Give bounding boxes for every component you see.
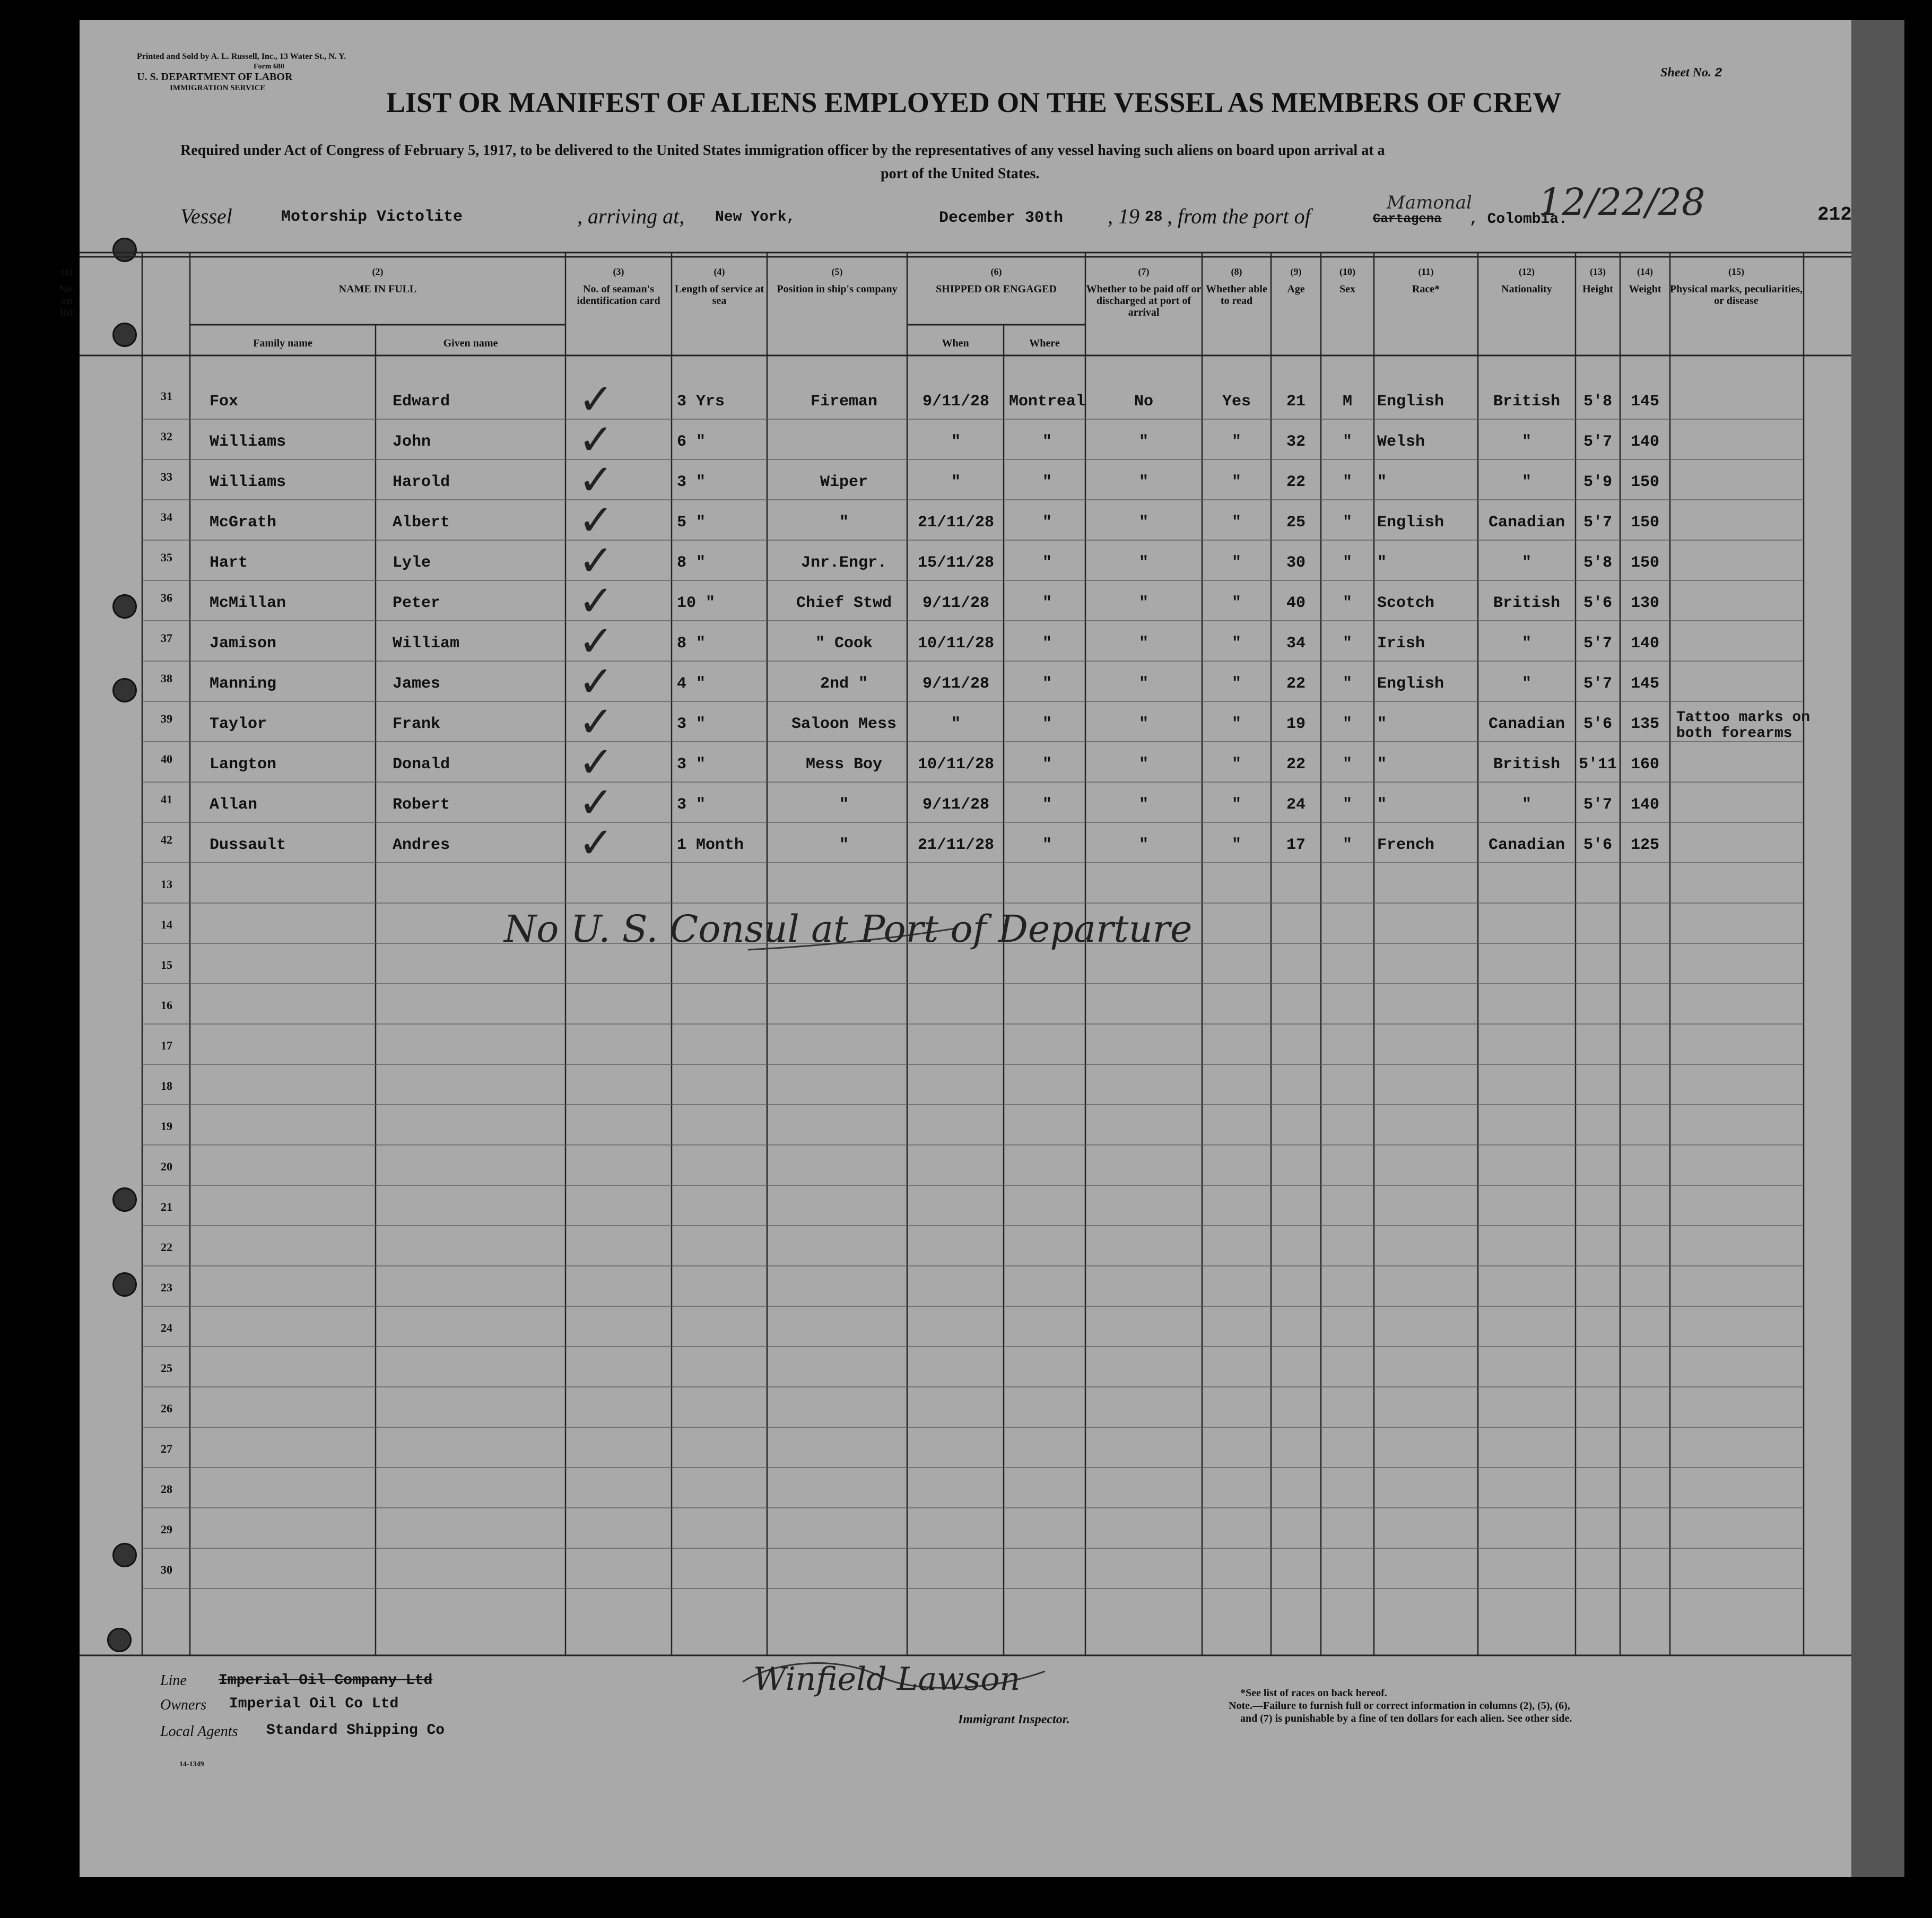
- cell-height: 5'7: [1583, 675, 1612, 693]
- cell-service: 4 ": [677, 675, 706, 693]
- cell-no: 38: [161, 672, 172, 685]
- cell-when: ": [951, 473, 961, 491]
- cell-height: 5'6: [1583, 836, 1612, 854]
- cell-family: McGrath: [210, 514, 277, 532]
- check-mark-icon: ✓: [578, 657, 614, 706]
- cell-service: 8 ": [677, 554, 706, 572]
- cell-given: John: [393, 433, 431, 451]
- cell-age: 25: [1286, 514, 1306, 532]
- cell-service: 3 ": [677, 796, 706, 814]
- cell-position: Saloon Mess: [791, 715, 897, 733]
- empty-row-number: 24: [161, 1321, 172, 1334]
- cell-paid: ": [1138, 836, 1148, 854]
- agents-value: Standard Shipping Co: [266, 1722, 445, 1739]
- empty-row-number: 29: [161, 1523, 172, 1536]
- owners-label: Owners: [160, 1697, 207, 1713]
- cell-weight: 130: [1630, 594, 1659, 612]
- column-header-c11: Race*: [1412, 283, 1440, 295]
- column-number-c1: (1): [61, 266, 73, 277]
- column-header-c10: Sex: [1339, 283, 1355, 295]
- cell-where: ": [1042, 796, 1052, 814]
- cell-height: 5'8: [1583, 393, 1612, 411]
- cell-where: ": [1042, 554, 1052, 572]
- cell-weight: 125: [1630, 836, 1659, 854]
- column-number-c3: (3): [613, 266, 624, 277]
- empty-row-number: 17: [161, 1039, 172, 1052]
- cell-read: ": [1231, 514, 1241, 532]
- cell-service: 8 ": [677, 635, 706, 653]
- cell-service: 1 Month: [677, 836, 744, 854]
- cell-where: ": [1042, 594, 1052, 612]
- empty-row-number: 20: [161, 1160, 172, 1173]
- cell-where: ": [1042, 756, 1052, 774]
- cell-read: ": [1231, 836, 1241, 854]
- column-header-c3: No. of seaman's identification card: [577, 283, 660, 307]
- column-number-c7: (7): [1138, 266, 1150, 277]
- cell-read: ": [1231, 433, 1241, 451]
- cell-position: Wiper: [820, 473, 868, 491]
- sheet-number: 2: [1715, 66, 1722, 81]
- column-header-c2: NAME IN FULL: [338, 283, 417, 295]
- cell-no: 40: [161, 752, 172, 766]
- cell-paid: ": [1138, 594, 1148, 612]
- cell-height: 5'6: [1583, 715, 1612, 733]
- cell-family: McMillan: [210, 594, 286, 612]
- cell-weight: 160: [1630, 756, 1659, 774]
- cell-position: ": [839, 796, 849, 814]
- column-header-c1: No. on list: [59, 283, 75, 318]
- department-name: U. S. DEPARTMENT OF LABOR: [137, 71, 293, 83]
- empty-row-number: 30: [161, 1563, 172, 1576]
- cell-paid: ": [1138, 715, 1148, 733]
- cell-position: " Cook: [815, 635, 873, 653]
- inspector-signature: Winfield Lawson: [753, 1661, 1021, 1698]
- column-number-c14: (14): [1637, 266, 1653, 277]
- column-number-c6: (6): [990, 266, 1002, 277]
- cell-given: Harold: [393, 473, 450, 491]
- cell-read: ": [1231, 715, 1241, 733]
- cell-when: 9/11/28: [922, 675, 990, 693]
- empty-row-number: 22: [161, 1240, 172, 1254]
- cell-read: ": [1231, 554, 1241, 572]
- empty-row-number: 28: [161, 1482, 172, 1496]
- cell-sex: ": [1342, 594, 1352, 612]
- cell-no: 41: [161, 793, 172, 806]
- cell-weight: 135: [1630, 715, 1659, 733]
- cell-sex: ": [1342, 836, 1352, 854]
- cell-read: ": [1231, 473, 1241, 491]
- cell-weight: 140: [1630, 433, 1659, 451]
- check-mark-icon: ✓: [578, 778, 614, 827]
- empty-row-number: 27: [161, 1442, 172, 1455]
- cell-no: 31: [161, 389, 172, 403]
- empty-row-number: 13: [161, 878, 172, 891]
- cell-family: Williams: [210, 433, 286, 451]
- cell-paid: ": [1138, 514, 1148, 532]
- owners-value: Imperial Oil Co Ltd: [229, 1696, 399, 1712]
- column-number-c15: (15): [1728, 266, 1744, 277]
- cell-sex: ": [1342, 756, 1352, 774]
- cell-where: Montreal: [1008, 393, 1086, 411]
- cell-nationality: ": [1521, 473, 1531, 491]
- column-number-c4: (4): [713, 266, 725, 277]
- column-header-c5: Position in ship's company: [777, 283, 898, 295]
- line-label: Line: [160, 1672, 187, 1689]
- cell-given: Donald: [393, 756, 450, 774]
- cell-nationality: British: [1493, 594, 1561, 612]
- cell-race: Irish: [1377, 635, 1425, 653]
- cell-family: Jamison: [210, 635, 277, 653]
- check-mark-icon: ✓: [578, 496, 614, 545]
- cell-height: 5'7: [1583, 796, 1612, 814]
- cell-paid: ": [1138, 473, 1148, 491]
- cell-given: Frank: [393, 715, 441, 733]
- cell-paid: ": [1138, 756, 1148, 774]
- check-mark-icon: ✓: [578, 415, 614, 464]
- cell-age: 22: [1286, 675, 1306, 693]
- column-header-c12: Nationality: [1501, 283, 1552, 295]
- cell-given: James: [393, 675, 441, 693]
- cell-age: 30: [1286, 554, 1306, 572]
- cell-given: Albert: [393, 514, 450, 532]
- cell-paid: ": [1138, 554, 1148, 572]
- cell-where: ": [1042, 635, 1052, 653]
- empty-row-number: 15: [161, 958, 172, 971]
- cell-no: 36: [161, 591, 172, 604]
- cell-race: English: [1377, 675, 1444, 693]
- empty-row-number: 19: [161, 1119, 172, 1133]
- cell-when: 10/11/28: [917, 756, 995, 774]
- cell-when: 10/11/28: [917, 635, 995, 653]
- cell-sex: ": [1342, 715, 1352, 733]
- cell-when: 21/11/28: [917, 514, 995, 532]
- empty-row-number: 18: [161, 1079, 172, 1092]
- subtitle-line-1: Required under Act of Congress of February 5, 1917, to be delivered to the United States immigration officer by the representatives of any vessel having such aliens on board upon arrival at a: [180, 142, 1385, 159]
- cell-position: ": [839, 836, 849, 854]
- column-header-c14: Weight: [1629, 283, 1661, 295]
- cell-read: ": [1231, 756, 1241, 774]
- cell-age: 40: [1286, 594, 1306, 612]
- column-header-c9: Age: [1287, 283, 1305, 295]
- cell-where: ": [1042, 433, 1052, 451]
- cell-service: 10 ": [677, 594, 716, 612]
- cell-paid: No: [1134, 393, 1153, 411]
- cell-family: Hart: [210, 554, 248, 572]
- cell-no: 37: [161, 631, 172, 645]
- cell-position: Jnr.Engr.: [800, 554, 887, 572]
- from-port-label: , from the port of: [1167, 204, 1311, 228]
- check-mark-icon: ✓: [578, 697, 614, 747]
- cell-height: 5'6: [1583, 594, 1612, 612]
- sheet-label-text: Sheet No.: [1660, 66, 1711, 80]
- empty-row-number: 14: [161, 918, 172, 931]
- column-header-c8: Whether able to read: [1206, 283, 1267, 307]
- cell-service: 3 ": [677, 473, 706, 491]
- cell-race: ": [1377, 554, 1387, 572]
- cell-family: Fox: [210, 393, 239, 411]
- cell-given: Edward: [393, 393, 450, 411]
- cell-when: 9/11/28: [922, 796, 990, 814]
- check-mark-icon: ✓: [578, 375, 614, 424]
- column-header-c4: Length of service at sea: [674, 283, 764, 307]
- column-number-c8: (8): [1231, 266, 1242, 277]
- cell-no: 34: [161, 510, 172, 524]
- struck-port: Cartagena: [1373, 212, 1442, 227]
- empty-row-number: 25: [161, 1361, 172, 1375]
- cell-given: Lyle: [393, 554, 431, 572]
- cell-nationality: ": [1521, 796, 1531, 814]
- column-subheader-c6b: Where: [1029, 337, 1060, 349]
- cell-race: Scotch: [1377, 594, 1435, 612]
- cell-where: ": [1042, 514, 1052, 532]
- column-number-c13: (13): [1590, 266, 1606, 277]
- cell-age: 22: [1286, 473, 1306, 491]
- cell-when: 9/11/28: [922, 594, 990, 612]
- cell-nationality: Canadian: [1488, 836, 1565, 854]
- empty-row-number: 23: [161, 1281, 172, 1294]
- cell-position: ": [839, 514, 849, 532]
- cell-height: 5'11: [1578, 756, 1617, 774]
- vessel-label: Vessel: [180, 204, 232, 228]
- cell-age: 22: [1286, 756, 1306, 774]
- cell-family: Allan: [210, 796, 258, 814]
- cell-family: Williams: [210, 473, 286, 491]
- cell-read: ": [1231, 594, 1241, 612]
- cell-sex: ": [1342, 554, 1352, 572]
- cell-nationality: ": [1521, 554, 1531, 572]
- cell-read: ": [1231, 796, 1241, 814]
- page-title: LIST OR MANIFEST OF ALIENS EMPLOYED ON THE VESSEL AS MEMBERS OF CREW: [386, 86, 1562, 118]
- cell-race: ": [1377, 715, 1387, 733]
- cell-race: ": [1377, 473, 1387, 491]
- cell-nationality: British: [1493, 756, 1561, 774]
- cell-race: Welsh: [1377, 433, 1425, 451]
- cell-age: 32: [1286, 433, 1306, 451]
- fine-note-2: and (7) is punishable by a fine of ten dollars for each alien. See other side.: [1240, 1713, 1572, 1724]
- cell-where: ": [1042, 836, 1052, 854]
- form-number: Form 680: [254, 63, 284, 71]
- check-mark-icon: ✓: [578, 576, 614, 626]
- races-note: *See list of races on back hereof.: [1240, 1687, 1387, 1699]
- cell-service: 3 ": [677, 756, 706, 774]
- cell-height: 5'9: [1583, 473, 1612, 491]
- cell-age: 21: [1286, 393, 1306, 411]
- cell-given: Andres: [393, 836, 450, 854]
- cell-when: ": [951, 433, 961, 451]
- cell-family: Manning: [210, 675, 277, 693]
- fine-note-1: Note.—Failure to furnish full or correct information in columns (2), (5), (6),: [1229, 1700, 1570, 1712]
- cell-service: 3 ": [677, 715, 706, 733]
- line-value: Imperial Oil Company Ltd: [219, 1672, 433, 1689]
- cell-given: William: [393, 635, 460, 653]
- cell-nationality: ": [1521, 635, 1531, 653]
- check-mark-icon: ✓: [578, 455, 614, 505]
- arrival-year: 28: [1145, 209, 1163, 225]
- column-header-c7: Whether to be paid off or discharged at port of arrival: [1086, 283, 1202, 318]
- column-header-c13: Height: [1582, 283, 1613, 295]
- cell-sex: ": [1342, 635, 1352, 653]
- empty-row-number: 26: [161, 1402, 172, 1415]
- cell-family: Taylor: [210, 715, 267, 733]
- cell-paid: ": [1138, 635, 1148, 653]
- cell-nationality: Canadian: [1488, 514, 1565, 532]
- stamp-date: 12/22/28: [1538, 180, 1705, 224]
- check-mark-icon: ✓: [578, 617, 614, 666]
- cell-where: ": [1042, 715, 1052, 733]
- cell-position: 2nd ": [820, 675, 868, 693]
- column-number-c10: (10): [1339, 266, 1355, 277]
- inspector-label: Immigrant Inspector.: [958, 1713, 1070, 1726]
- arriving-port: New York,: [715, 209, 796, 225]
- cell-weight: 150: [1630, 514, 1659, 532]
- page-number: 212: [1817, 204, 1852, 225]
- cell-no: 33: [161, 470, 172, 483]
- cell-race: English: [1377, 514, 1444, 532]
- cell-when: ": [951, 715, 961, 733]
- cell-nationality: British: [1493, 393, 1561, 411]
- agents-label: Local Agents: [160, 1723, 238, 1740]
- cell-position: Mess Boy: [805, 756, 883, 774]
- cell-nationality: ": [1521, 433, 1531, 451]
- cell-sex: ": [1342, 433, 1352, 451]
- cell-where: ": [1042, 473, 1052, 491]
- column-subheader-c2b: Given name: [443, 337, 498, 349]
- cell-service: 5 ": [677, 514, 706, 532]
- cell-weight: 150: [1630, 473, 1659, 491]
- empty-row-number: 21: [161, 1200, 172, 1213]
- cell-given: Robert: [393, 796, 450, 814]
- column-number-c2: (2): [372, 266, 384, 277]
- inserted-port: Mamonal: [1387, 192, 1472, 213]
- cell-height: 5'7: [1583, 433, 1612, 451]
- cell-age: 17: [1286, 836, 1306, 854]
- cell-when: 15/11/28: [917, 554, 995, 572]
- cell-read: Yes: [1222, 393, 1251, 411]
- vessel-name: Motorship Victolite: [281, 208, 463, 226]
- cell-race: English: [1377, 393, 1444, 411]
- column-number-c5: (5): [831, 266, 843, 277]
- column-number-c11: (11): [1418, 266, 1434, 277]
- check-mark-icon: ✓: [578, 818, 614, 867]
- cell-paid: ": [1138, 675, 1148, 693]
- column-header-c6: SHIPPED OR ENGAGED: [936, 283, 1057, 295]
- cell-paid: ": [1138, 433, 1148, 451]
- cell-weight: 140: [1630, 635, 1659, 653]
- handwritten-note: No U. S. Consul at Port of Departure: [504, 907, 1193, 951]
- cell-service: 6 ": [677, 433, 706, 451]
- column-subheader-c6a: When: [942, 337, 969, 349]
- arriving-label: , arriving at,: [577, 204, 685, 228]
- service-name: IMMIGRATION SERVICE: [170, 84, 266, 92]
- cell-where: ": [1042, 675, 1052, 693]
- check-mark-icon: ✓: [578, 737, 614, 787]
- column-number-c12: (12): [1519, 266, 1535, 277]
- cell-sex: ": [1342, 514, 1352, 532]
- cell-marks: Tattoo marks on both forearms: [1676, 709, 1811, 742]
- subtitle-line-2: port of the United States.: [881, 166, 1040, 182]
- cell-when: 21/11/28: [917, 836, 995, 854]
- column-subheader-c2a: Family name: [253, 337, 312, 349]
- cell-no: 39: [161, 712, 172, 725]
- cell-height: 5'7: [1583, 514, 1612, 532]
- check-mark-icon: ✓: [578, 536, 614, 585]
- cell-no: 32: [161, 430, 172, 443]
- cell-sex: ": [1342, 473, 1352, 491]
- printer-line: Printed and Sold by A. L. Russell, Inc., 13 Water St., N. Y.: [137, 52, 346, 61]
- column-number-c9: (9): [1290, 266, 1302, 277]
- cell-when: 9/11/28: [922, 393, 990, 411]
- cell-race: ": [1377, 756, 1387, 774]
- cell-family: Langton: [210, 756, 277, 774]
- cell-height: 5'7: [1583, 635, 1612, 653]
- cell-read: ": [1231, 675, 1241, 693]
- column-header-c15: Physical marks, peculiarities, or disease: [1670, 283, 1803, 307]
- cell-weight: 145: [1630, 675, 1659, 693]
- cell-weight: 150: [1630, 554, 1659, 572]
- cell-age: 19: [1286, 715, 1306, 733]
- cell-race: French: [1377, 836, 1435, 854]
- arrival-date: December 30th: [939, 209, 1064, 227]
- cell-no: 35: [161, 551, 172, 564]
- cell-sex: ": [1342, 796, 1352, 814]
- cell-nationality: Canadian: [1488, 715, 1565, 733]
- cell-sex: ": [1342, 675, 1352, 693]
- cell-given: Peter: [393, 594, 441, 612]
- cell-family: Dussault: [210, 836, 286, 854]
- departure-country: , Colombia.: [1469, 211, 1568, 228]
- cell-age: 24: [1286, 796, 1306, 814]
- empty-row-number: 16: [161, 999, 172, 1012]
- year-label: , 19: [1108, 204, 1139, 228]
- cell-paid: ": [1138, 796, 1148, 814]
- cell-height: 5'8: [1583, 554, 1612, 572]
- form-code: 14-1349: [179, 1760, 204, 1768]
- cell-service: 3 Yrs: [677, 393, 725, 411]
- cell-position: Chief Stwd: [796, 594, 892, 612]
- cell-read: ": [1231, 635, 1241, 653]
- cell-position: Fireman: [810, 393, 878, 411]
- cell-weight: 145: [1630, 393, 1659, 411]
- cell-nationality: ": [1521, 675, 1531, 693]
- cell-weight: 140: [1630, 796, 1659, 814]
- cell-no: 42: [161, 833, 172, 846]
- cell-sex: M: [1342, 393, 1352, 411]
- cell-race: ": [1377, 796, 1387, 814]
- cell-age: 34: [1286, 635, 1306, 653]
